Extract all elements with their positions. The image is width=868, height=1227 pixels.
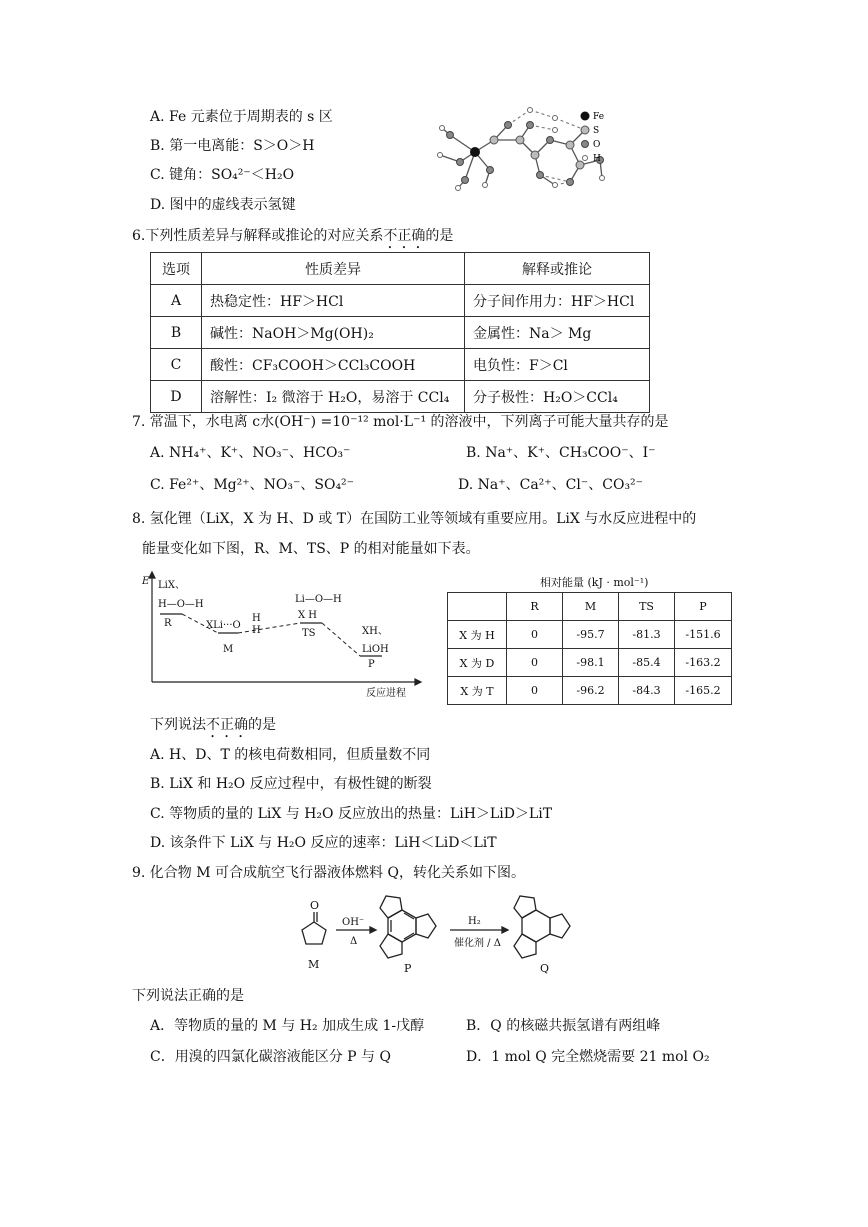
q9-option-c: C．用溴的四氯化碳溶液能区分 P 与 Q <box>150 1049 391 1065</box>
m-h2: H <box>252 625 261 636</box>
q8-option-d: D. 该条件下 LiX 与 H₂O 反应的速率：LiH＜LiD＜LiT <box>150 835 497 851</box>
q9-reaction-scheme <box>290 892 590 980</box>
q8-prompt <box>150 714 276 741</box>
q8-row-d-ts: -85.4 <box>619 649 675 677</box>
ts-line1: Li—O—H <box>295 594 342 605</box>
q9-option-d: D．1 mol Q 完全燃烧需要 21 mol O₂ <box>466 1049 710 1065</box>
q8-row-d-label: X 为 D <box>448 649 507 677</box>
q9-prompt: 下列说法正确的是 <box>132 988 244 1004</box>
q6-row-c-opt: C <box>151 349 202 381</box>
q8-option-c: C. 等物质的量的 LiX 与 H₂O 反应放出的热量：LiH＞LiD＞LiT <box>150 806 553 822</box>
q-ring <box>522 910 550 942</box>
ts-label: TS <box>302 628 316 639</box>
q6-row-a-expl: 分子间作用力：HF＞HCl <box>465 285 650 317</box>
q8-row-d-m: -98.1 <box>563 649 619 677</box>
q8-table-title: 相对能量 (kJ · mol⁻¹) <box>540 576 649 589</box>
q6-row-b-expl: 金属性：Na＞ Mg <box>465 317 650 349</box>
q6-row-d-opt: D <box>151 381 202 413</box>
p-label: P <box>404 962 412 975</box>
y-axis-label: E <box>142 576 150 587</box>
m-ring <box>302 922 326 944</box>
q8-option-b: B. LiX 和 H₂O 反应过程中，有极性键的断裂 <box>150 776 432 792</box>
cond1-base: OH⁻ <box>342 917 365 928</box>
q8-energy-table <box>447 592 732 705</box>
q6-stem-post: 的是 <box>425 228 454 244</box>
q-label: Q <box>540 962 550 975</box>
r-line1: LiX、 <box>158 580 185 591</box>
q8-row-t-p: -165.2 <box>675 677 732 705</box>
p-label: P <box>368 659 375 670</box>
q6-row-a-prop: 热稳定性：HF＞HCl <box>202 285 465 317</box>
q9-option-a: A．等物质的量的 M 与 H₂ 加成生成 1-戊醇 <box>150 1018 425 1034</box>
legend-s: S <box>593 126 600 136</box>
q7-option-c: C. Fe²⁺、Mg²⁺、NO₃⁻、SO₄²⁻ <box>150 477 355 493</box>
q6-stem-emphasis: 不正确 <box>383 228 426 244</box>
q8-prompt-pre: 下列说法 <box>150 717 206 733</box>
q8-row-t-ts: -84.3 <box>619 677 675 705</box>
q8-row-h-r: 0 <box>507 621 563 649</box>
q9-stem: 9. 化合物 M 可合成航空飞行器液体燃料 Q，转化关系如下图。 <box>132 865 525 881</box>
legend-fe: Fe <box>593 112 605 122</box>
p-benzene-ring <box>388 910 416 942</box>
x-axis-label: 反应进程 <box>366 688 406 699</box>
q8-row-h-ts: -81.3 <box>619 621 675 649</box>
q8-energy-diagram <box>130 570 430 705</box>
cond2-h2: H₂ <box>468 916 481 927</box>
m-oxygen: O <box>310 899 320 912</box>
p-line1: XH、 <box>362 626 388 637</box>
q8-row-t-label: X 为 T <box>448 677 507 705</box>
q8-th-m: M <box>563 593 619 621</box>
q6-header-explanation: 解释或推论 <box>465 253 650 285</box>
q8-th-ts: TS <box>619 593 675 621</box>
legend-o: O <box>593 140 601 150</box>
q8-stem-line2: 能量变化如下图，R、M、TS、P 的相对能量如下表。 <box>142 541 480 557</box>
q6-row-d-expl: 分子极性：H₂O＞CCl₄ <box>465 381 650 413</box>
q6-row-b-opt: B <box>151 317 202 349</box>
q5-option-c: C. 键角：SO₄²⁻＜H₂O <box>150 167 295 183</box>
q8-row-d-p: -163.2 <box>675 649 732 677</box>
q6-row-d-prop: 溶解性：I₂ 微溶于 H₂O，易溶于 CCl₄ <box>202 381 465 413</box>
q8-option-a: A. H、D、T 的核电荷数相同，但质量数不同 <box>150 747 431 763</box>
q8-prompt-emphasis: 不正确 <box>206 717 248 733</box>
r-label: R <box>164 618 172 629</box>
q8-th-r: R <box>507 593 563 621</box>
q6-table <box>150 252 650 413</box>
m-label: M <box>223 644 234 655</box>
q8-row-h-label: X 为 H <box>448 621 507 649</box>
q7-option-b: B. Na⁺、K⁺、CH₃COO⁻、I⁻ <box>466 445 656 461</box>
r-line2: H—O—H <box>158 599 204 610</box>
q8-th-p: P <box>675 593 732 621</box>
q8-row-t-m: -96.2 <box>563 677 619 705</box>
q6-header-option: 选项 <box>151 253 202 285</box>
q5-option-d: D. 图中的虚线表示氢键 <box>150 197 296 213</box>
m-label: M <box>308 958 320 971</box>
q7-stem: 7. 常温下，水电离 c水(OH⁻) =10⁻¹² mol·L⁻¹ 的溶液中，下列离子可能大量共存的是 <box>132 414 669 430</box>
q5-option-b: B. 第一电离能：S＞O＞H <box>150 138 315 154</box>
q8-prompt-post: 的是 <box>248 717 276 733</box>
q8-stem-line1: 8. 氢化锂（LiX，X 为 H、D 或 T）在国防工业等领域有重要应用。LiX 与水反应进程中的 <box>132 511 697 527</box>
legend-h: H <box>593 154 601 164</box>
q8-row-h-m: -95.7 <box>563 621 619 649</box>
q8-row-h-p: -151.6 <box>675 621 732 649</box>
q8-th-empty <box>448 593 507 621</box>
q7-option-d: D. Na⁺、Ca²⁺、Cl⁻、CO₃²⁻ <box>458 477 644 493</box>
ts-line2: X H <box>298 610 318 621</box>
q5-structure-figure <box>430 100 650 200</box>
q9-option-b: B．Q 的核磁共振氢谱有两组峰 <box>466 1018 661 1034</box>
m-text: XLi···O <box>206 620 241 631</box>
q6-row-c-expl: 电负性：F＞Cl <box>465 349 650 381</box>
q6-row-b-prop: 碱性：NaOH＞Mg(OH)₂ <box>202 317 465 349</box>
q6-header-property: 性质差异 <box>202 253 465 285</box>
q7-option-a: A. NH₄⁺、K⁺、NO₃⁻、HCO₃⁻ <box>150 445 351 461</box>
q6-row-c-prop: 酸性：CF₃COOH＞CCl₃COOH <box>202 349 465 381</box>
m-h1: H <box>252 613 261 624</box>
q6-stem <box>132 225 453 252</box>
q8-row-d-r: 0 <box>507 649 563 677</box>
cond1-heat: Δ <box>350 936 358 947</box>
p-line2: LiOH <box>362 644 389 655</box>
q6-row-a-opt: A <box>151 285 202 317</box>
cond2-catalyst: 催化剂 / Δ <box>454 938 501 949</box>
q8-row-t-r: 0 <box>507 677 563 705</box>
q6-stem-pre: 6.下列性质差异与解释或推论的对应关系 <box>132 228 384 244</box>
q5-option-a: A. Fe 元素位于周期表的 s 区 <box>150 109 333 125</box>
